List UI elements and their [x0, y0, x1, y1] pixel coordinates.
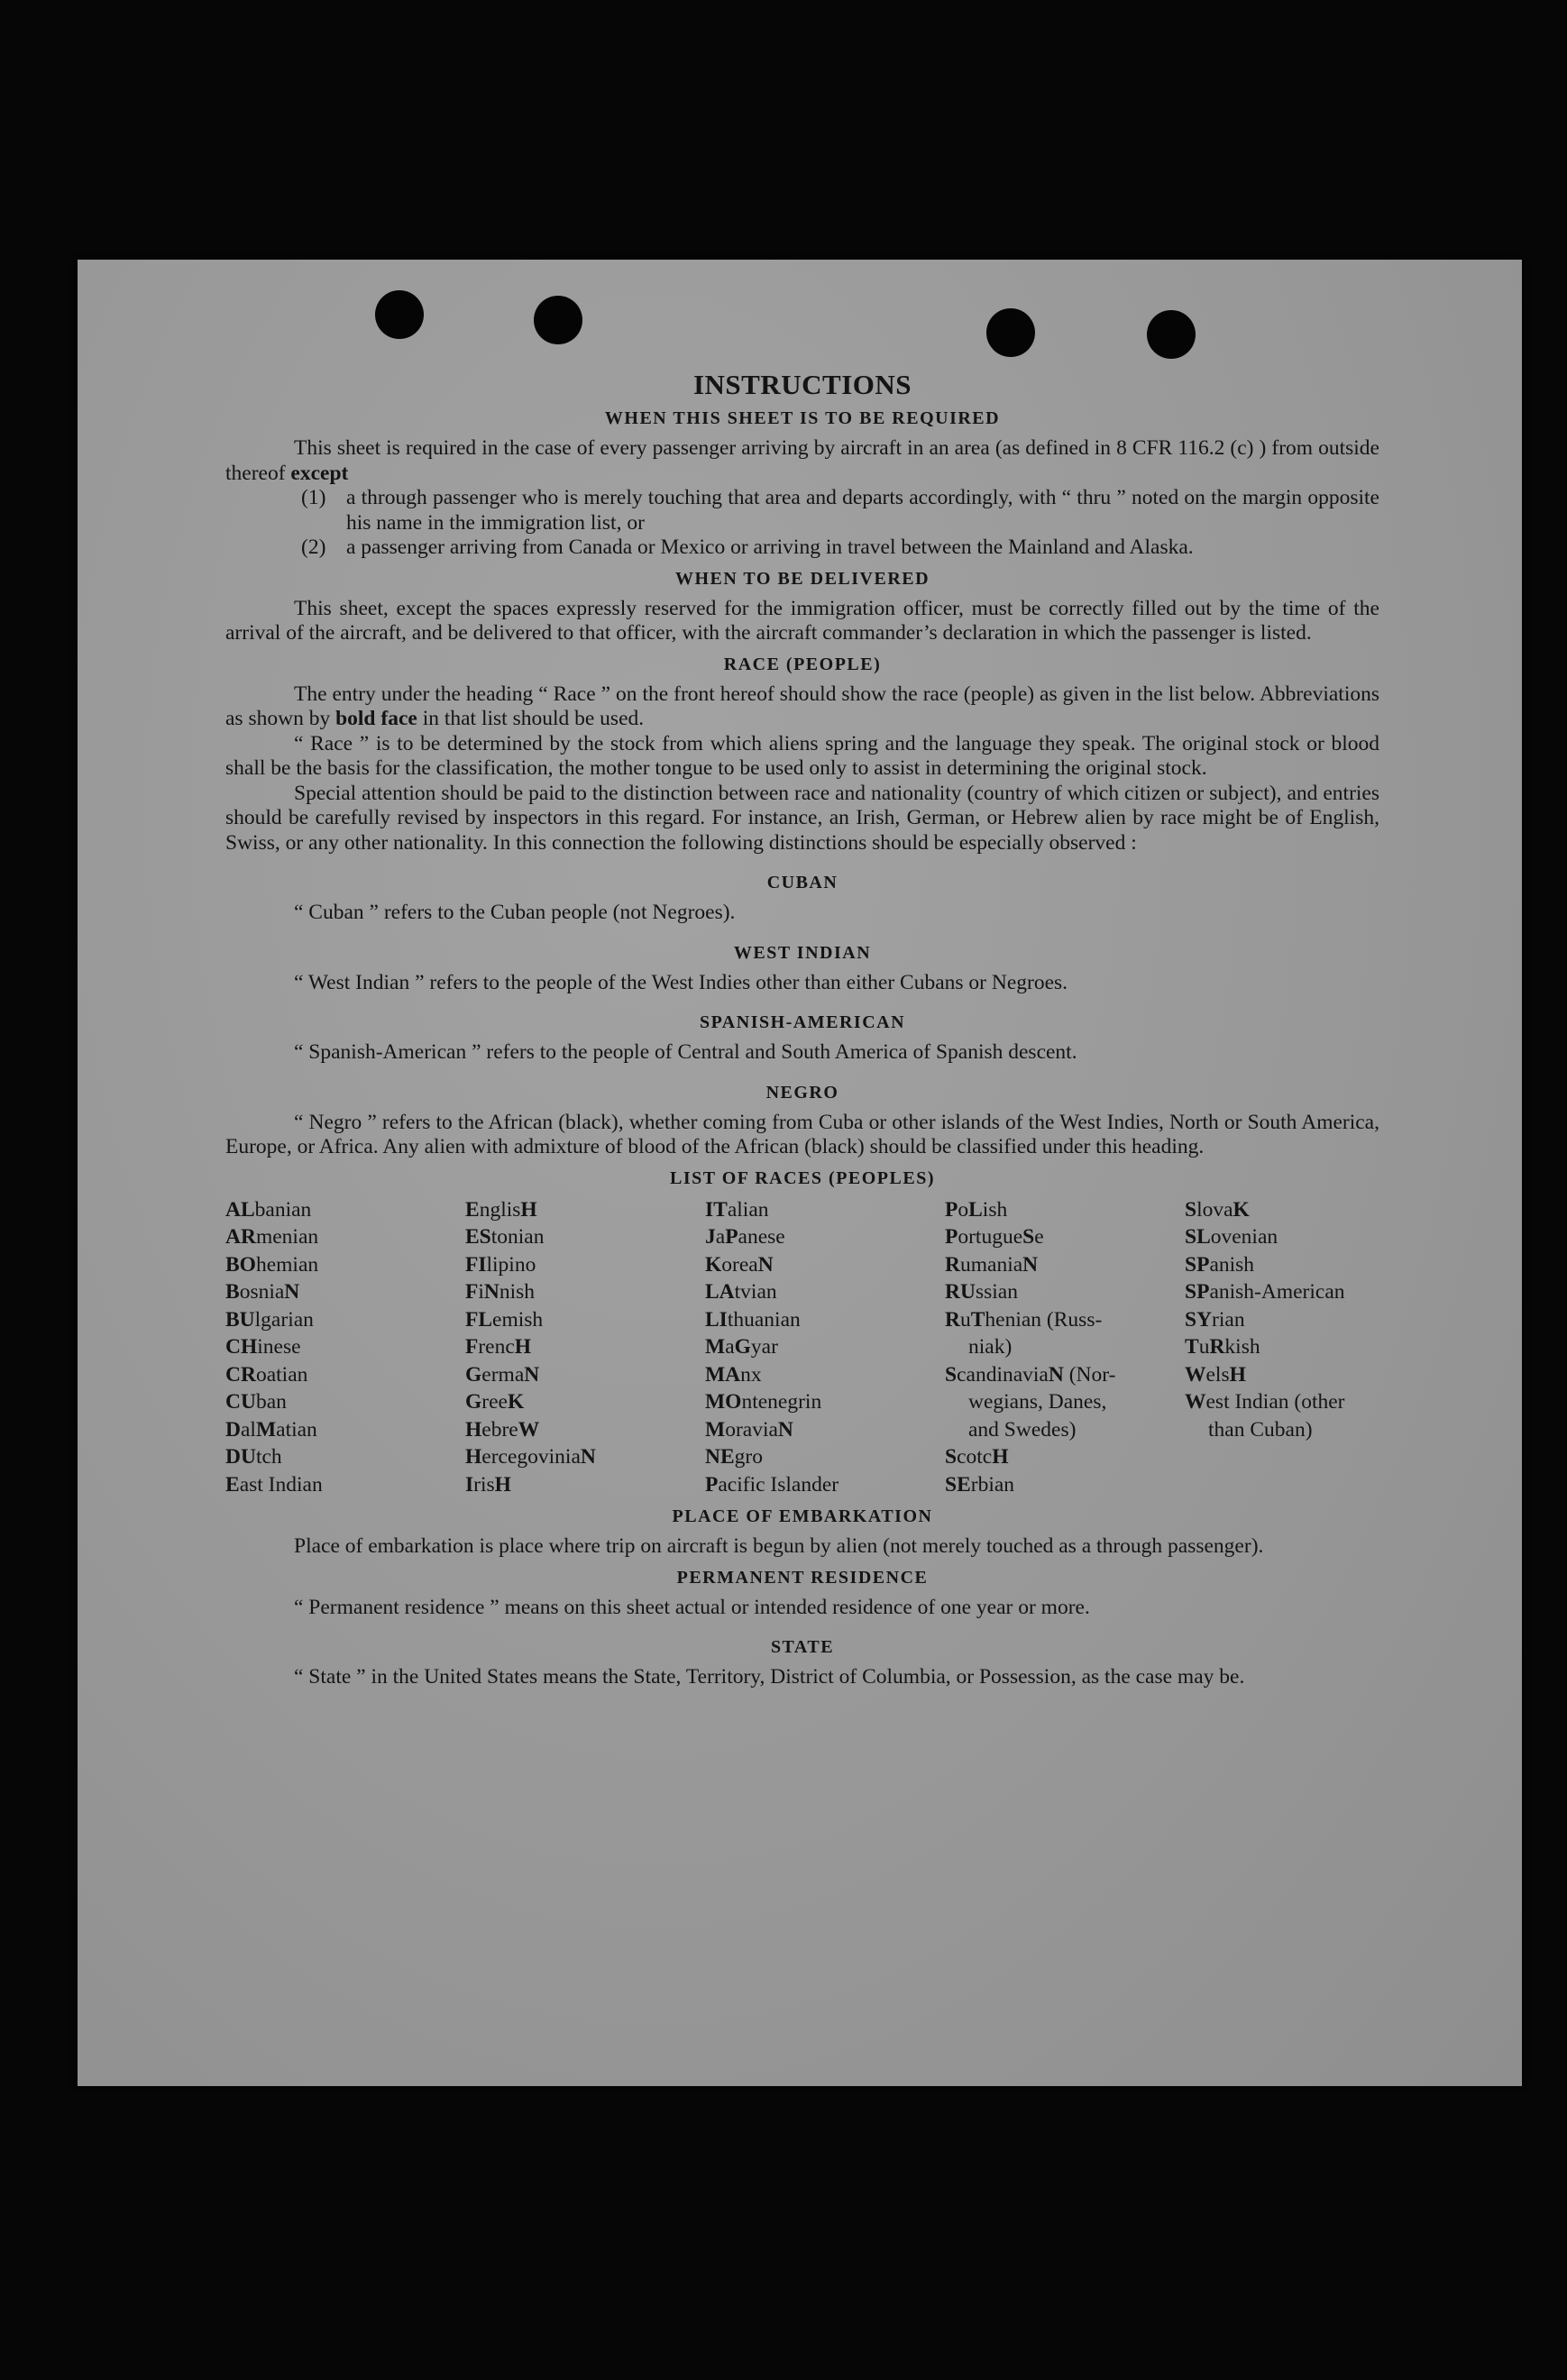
- section-heading-race: RACE (PEOPLE): [723, 654, 882, 674]
- race-entry: and Swedes): [968, 1417, 1077, 1442]
- races-column: [705, 1196, 945, 1499]
- race-entry: SlovaK: [1185, 1197, 1250, 1222]
- race-entry: SLovenian: [1185, 1225, 1278, 1249]
- document-sheet: [78, 260, 1522, 2086]
- embarkation-text: Place of embarkation is place where trip on aircraft is begun by alien (not merely touched as a through passenger).: [294, 1534, 1264, 1558]
- punch-hole: [375, 290, 424, 339]
- race-entry: MaGyar: [705, 1335, 778, 1359]
- required-intro: This sheet is required in the case of every passenger arriving by aircraft in an area (as defined in 8 CFR 116.2 (c) ) from outside thereof except: [225, 436, 1379, 485]
- race-entry: CRoatian: [225, 1362, 308, 1387]
- race-entry: niak): [968, 1335, 1013, 1359]
- race-entry: FrencH: [465, 1335, 532, 1359]
- race-entry: ARmenian: [225, 1225, 319, 1249]
- race-entry: SYrian: [1185, 1307, 1245, 1332]
- item-text: a passenger arriving from Canada or Mexico or arriving in travel between the Mainland and Alaska.: [346, 536, 1194, 559]
- race-entry: GermaN: [465, 1362, 540, 1387]
- section-heading-delivered: WHEN TO BE DELIVERED: [674, 568, 930, 589]
- races-column: [465, 1196, 705, 1499]
- race-entry: DUtch: [225, 1445, 282, 1469]
- race-entry: PoLish: [945, 1197, 1008, 1222]
- punch-hole: [986, 308, 1035, 357]
- race-paragraph: “ Race ” is to be determined by the stock from which aliens spring and the language they speak. The original stock or blood shall be the basis for the classification, the mother tongue to be used only to assist in determining the original stock.: [225, 731, 1379, 780]
- race-entry: BUlgarian: [225, 1307, 314, 1332]
- race-entry: EnglisH: [465, 1197, 537, 1222]
- section-heading-negro: NEGRO: [765, 1082, 839, 1103]
- races-column: [225, 1196, 465, 1499]
- race-entry: FLemish: [465, 1307, 544, 1332]
- race-entry: ALbanian: [225, 1197, 312, 1222]
- item-number: (1): [301, 486, 326, 509]
- item-text: a through passenger who is merely touching that area and departs accordingly, with “ thru ” noted on the margin opposite his name in the immigration list, or: [346, 486, 1379, 535]
- race-paragraph: Special attention should be paid to the distinction between race and nationality (country of which citizen or subject), and entries should be carefully revised by inspectors in this regard. For instance, an Irish, German, or Hebrew alien by race might be of English, Swiss, or any other nationality. In this connection the following distinctions should be especially observed :: [225, 781, 1379, 855]
- punch-hole: [534, 296, 582, 344]
- race-entry: WelsH: [1185, 1362, 1246, 1387]
- residence-text: “ Permanent residence ” means on this sheet actual or intended residence of one year or more.: [294, 1595, 1090, 1619]
- race-entry: MAnx: [705, 1362, 762, 1387]
- instructions-content: [225, 370, 1379, 1690]
- race-entry: wegians, Danes,: [968, 1390, 1107, 1414]
- page-title: INSTRUCTIONS: [692, 369, 912, 400]
- race-entry: JaPanese: [705, 1225, 785, 1249]
- race-entry: LIthuanian: [705, 1307, 801, 1332]
- race-entry: MOntenegrin: [705, 1390, 822, 1414]
- race-entry: HercegoviniaN: [465, 1445, 596, 1469]
- race-entry: RUssian: [945, 1280, 1018, 1304]
- section-heading-required: WHEN THIS SHEET IS TO BE REQUIRED: [604, 408, 1001, 428]
- negro-text: “ Negro ” refers to the African (black), whether coming from Cuba or other islands of the West Indies, North or South America, Europe, or Africa. Any alien with admixture of blood of the African (black) should be classified under this heading.: [225, 1110, 1379, 1158]
- race-entry: ScotcH: [945, 1445, 1009, 1469]
- section-heading-state: STATE: [770, 1637, 835, 1657]
- race-entry: EStonian: [465, 1225, 545, 1249]
- race-entry: RuThenian (Russ-: [945, 1307, 1103, 1332]
- race-entry: ITalian: [705, 1197, 769, 1222]
- item-number: (2): [301, 536, 326, 559]
- spanish-american-text: “ Spanish-American ” refers to the people of Central and South America of Spanish descent.: [294, 1040, 1077, 1064]
- race-entry: West Indian (other: [1185, 1390, 1345, 1414]
- race-entry: CHinese: [225, 1335, 301, 1359]
- races-list: [225, 1196, 1379, 1499]
- race-entry: BOhemian: [225, 1252, 319, 1277]
- race-entry: HebreW: [465, 1417, 540, 1442]
- section-heading-west-indian: WEST INDIAN: [733, 942, 872, 963]
- race-entry: than Cuban): [1208, 1417, 1313, 1442]
- section-heading-residence: PERMANENT RESIDENCE: [676, 1567, 929, 1588]
- section-heading-embarkation: PLACE OF EMBARKATION: [672, 1506, 933, 1526]
- race-entry: BosniaN: [225, 1280, 300, 1304]
- required-item: [301, 486, 1379, 536]
- delivered-text: This sheet, except the spaces expressly reserved for the immigration officer, must be correctly filled out by the time of the arrival of the aircraft, and be delivered to that officer, with the aircraft commander’s declaration in which the passenger is listed.: [225, 596, 1379, 645]
- race-entry: ScandinaviaN (Nor-: [945, 1362, 1116, 1387]
- race-entry: SErbian: [945, 1472, 1015, 1497]
- required-item: [301, 536, 1379, 561]
- race-entry: SPanish: [1185, 1252, 1255, 1277]
- cuban-text: “ Cuban ” refers to the Cuban people (not Negroes).: [294, 901, 736, 924]
- race-entry: SPanish-American: [1185, 1280, 1345, 1304]
- race-entry: RumaniaN: [945, 1252, 1039, 1277]
- state-text: “ State ” in the United States means the State, Territory, District of Columbia, or Possession, as the case may be.: [294, 1665, 1245, 1689]
- race-entry: TuRkish: [1185, 1335, 1260, 1359]
- race-entry: KoreaN: [705, 1252, 774, 1277]
- races-column: [1185, 1196, 1379, 1499]
- race-entry: FIlipino: [465, 1252, 536, 1277]
- section-heading-races-list: LIST OF RACES (PEOPLES): [669, 1167, 935, 1188]
- race-entry: Pacific Islander: [705, 1472, 839, 1497]
- race-entry: PortugueSe: [945, 1225, 1044, 1249]
- race-entry: GreeK: [465, 1390, 525, 1414]
- race-entry: CUban: [225, 1390, 287, 1414]
- race-entry: LAtvian: [705, 1280, 777, 1304]
- punch-hole: [1147, 310, 1196, 359]
- west-indian-text: “ West Indian ” refers to the people of the West Indies other than either Cubans or Negroes.: [294, 970, 1068, 994]
- race-paragraph: The entry under the heading “ Race ” on the front hereof should show the race (people) as given in the list below. Abbreviations as shown by bold face in that list should be used.: [225, 682, 1379, 730]
- race-entry: IrisH: [465, 1472, 511, 1497]
- race-entry: DalMatian: [225, 1417, 317, 1442]
- section-heading-spanish-american: SPANISH-AMERICAN: [699, 1012, 906, 1032]
- race-entry: MoraviaN: [705, 1417, 793, 1442]
- race-entry: East Indian: [225, 1472, 323, 1497]
- race-entry: FiNnish: [465, 1280, 536, 1304]
- section-heading-cuban: CUBAN: [766, 873, 838, 892]
- race-entry: NEgro: [705, 1445, 763, 1469]
- races-column: [945, 1196, 1185, 1499]
